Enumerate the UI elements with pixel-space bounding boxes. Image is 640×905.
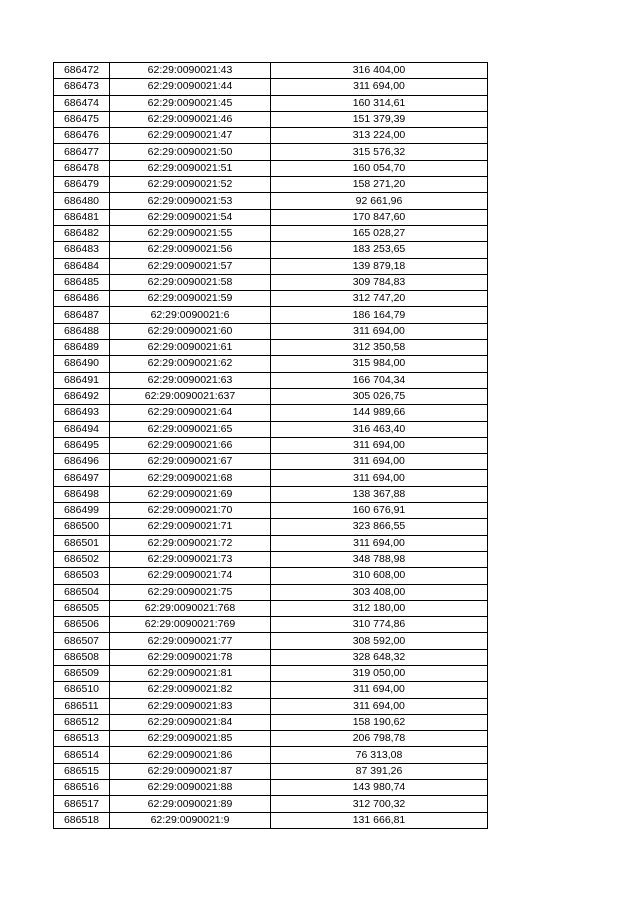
row-number-cell: 686483: [54, 242, 110, 258]
table-row: [54, 519, 488, 535]
value-cell: 144 989,66: [271, 405, 488, 421]
cadastral-number-cell: 62:29:0090021:72: [110, 535, 271, 551]
row-number-cell: 686485: [54, 274, 110, 290]
cadastral-number-cell: 62:29:0090021:58: [110, 274, 271, 290]
cadastral-number-cell: 62:29:0090021:78: [110, 649, 271, 665]
table-row: [54, 79, 488, 95]
cadastral-number-cell: 62:29:0090021:62: [110, 356, 271, 372]
table-row: [54, 454, 488, 470]
cadastral-number-cell: 62:29:0090021:43: [110, 63, 271, 79]
row-number-cell: 686475: [54, 111, 110, 127]
value-cell: 186 164,79: [271, 307, 488, 323]
cadastral-number-cell: 62:29:0090021:64: [110, 405, 271, 421]
cadastral-number-cell: 62:29:0090021:89: [110, 796, 271, 812]
value-cell: 170 847,60: [271, 209, 488, 225]
row-number-cell: 686508: [54, 649, 110, 665]
table-row: [54, 665, 488, 681]
row-number-cell: 686517: [54, 796, 110, 812]
row-number-cell: 686473: [54, 79, 110, 95]
row-number-cell: 686484: [54, 258, 110, 274]
value-cell: 313 224,00: [271, 128, 488, 144]
table-row: [54, 63, 488, 79]
cadastral-number-cell: 62:29:0090021:50: [110, 144, 271, 160]
cadastral-number-cell: 62:29:0090021:9: [110, 812, 271, 828]
row-number-cell: 686491: [54, 372, 110, 388]
value-cell: 316 463,40: [271, 421, 488, 437]
value-cell: 312 180,00: [271, 600, 488, 616]
data-table: [53, 62, 488, 829]
row-number-cell: 686506: [54, 617, 110, 633]
row-number-cell: 686504: [54, 584, 110, 600]
row-number-cell: 686492: [54, 388, 110, 404]
table-row: [54, 437, 488, 453]
cadastral-number-cell: 62:29:0090021:6: [110, 307, 271, 323]
value-cell: 160 054,70: [271, 160, 488, 176]
value-cell: 87 391,26: [271, 763, 488, 779]
cadastral-number-cell: 62:29:0090021:73: [110, 551, 271, 567]
value-cell: 160 314,61: [271, 95, 488, 111]
row-number-cell: 686489: [54, 340, 110, 356]
table-row: [54, 405, 488, 421]
cadastral-number-cell: 62:29:0090021:66: [110, 437, 271, 453]
cadastral-number-cell: 62:29:0090021:55: [110, 225, 271, 241]
cadastral-number-cell: 62:29:0090021:46: [110, 111, 271, 127]
cadastral-number-cell: 62:29:0090021:69: [110, 486, 271, 502]
table-row: [54, 503, 488, 519]
table-row: [54, 95, 488, 111]
table-row: [54, 633, 488, 649]
cadastral-number-cell: 62:29:0090021:88: [110, 780, 271, 796]
value-cell: 311 694,00: [271, 682, 488, 698]
table-row: [54, 698, 488, 714]
table-row: [54, 486, 488, 502]
cadastral-number-cell: 62:29:0090021:70: [110, 503, 271, 519]
value-cell: 131 666,81: [271, 812, 488, 828]
table-row: [54, 731, 488, 747]
table-row: [54, 780, 488, 796]
table-row: [54, 600, 488, 616]
value-cell: 316 404,00: [271, 63, 488, 79]
cadastral-number-cell: 62:29:0090021:67: [110, 454, 271, 470]
row-number-cell: 686487: [54, 307, 110, 323]
cadastral-number-cell: 62:29:0090021:87: [110, 763, 271, 779]
cadastral-number-cell: 62:29:0090021:68: [110, 470, 271, 486]
cadastral-number-cell: 62:29:0090021:81: [110, 665, 271, 681]
table-row: [54, 274, 488, 290]
row-number-cell: 686479: [54, 177, 110, 193]
row-number-cell: 686478: [54, 160, 110, 176]
row-number-cell: 686474: [54, 95, 110, 111]
value-cell: 323 866,55: [271, 519, 488, 535]
cadastral-number-cell: 62:29:0090021:56: [110, 242, 271, 258]
table-row: [54, 307, 488, 323]
value-cell: 311 694,00: [271, 698, 488, 714]
cadastral-number-cell: 62:29:0090021:768: [110, 600, 271, 616]
table-row: [54, 714, 488, 730]
value-cell: 143 980,74: [271, 780, 488, 796]
row-number-cell: 686477: [54, 144, 110, 160]
row-number-cell: 686498: [54, 486, 110, 502]
row-number-cell: 686507: [54, 633, 110, 649]
value-cell: 311 694,00: [271, 535, 488, 551]
cadastral-number-cell: 62:29:0090021:60: [110, 323, 271, 339]
cadastral-number-cell: 62:29:0090021:74: [110, 568, 271, 584]
value-cell: 311 694,00: [271, 470, 488, 486]
table-row: [54, 111, 488, 127]
row-number-cell: 686505: [54, 600, 110, 616]
value-cell: 151 379,39: [271, 111, 488, 127]
row-number-cell: 686481: [54, 209, 110, 225]
cadastral-number-cell: 62:29:0090021:65: [110, 421, 271, 437]
cadastral-number-cell: 62:29:0090021:61: [110, 340, 271, 356]
value-cell: 158 271,20: [271, 177, 488, 193]
table-row: [54, 258, 488, 274]
cadastral-number-cell: 62:29:0090021:54: [110, 209, 271, 225]
value-cell: 166 704,34: [271, 372, 488, 388]
value-cell: 303 408,00: [271, 584, 488, 600]
value-cell: 311 694,00: [271, 323, 488, 339]
cadastral-number-cell: 62:29:0090021:57: [110, 258, 271, 274]
row-number-cell: 686497: [54, 470, 110, 486]
value-cell: 206 798,78: [271, 731, 488, 747]
row-number-cell: 686500: [54, 519, 110, 535]
value-cell: 310 774,86: [271, 617, 488, 633]
row-number-cell: 686503: [54, 568, 110, 584]
value-cell: 319 050,00: [271, 665, 488, 681]
table-row: [54, 584, 488, 600]
cadastral-number-cell: 62:29:0090021:53: [110, 193, 271, 209]
table-row: [54, 160, 488, 176]
table-row: [54, 796, 488, 812]
table-row: [54, 356, 488, 372]
value-cell: 305 026,75: [271, 388, 488, 404]
cadastral-number-cell: 62:29:0090021:63: [110, 372, 271, 388]
value-cell: 183 253,65: [271, 242, 488, 258]
table-row: [54, 193, 488, 209]
table-row: [54, 242, 488, 258]
table-row: [54, 225, 488, 241]
row-number-cell: 686495: [54, 437, 110, 453]
cadastral-number-cell: 62:29:0090021:71: [110, 519, 271, 535]
table-row: [54, 340, 488, 356]
cadastral-number-cell: 62:29:0090021:44: [110, 79, 271, 95]
value-cell: 309 784,83: [271, 274, 488, 290]
row-number-cell: 686490: [54, 356, 110, 372]
value-cell: 311 694,00: [271, 454, 488, 470]
row-number-cell: 686482: [54, 225, 110, 241]
cadastral-number-cell: 62:29:0090021:47: [110, 128, 271, 144]
value-cell: 315 984,00: [271, 356, 488, 372]
row-number-cell: 686513: [54, 731, 110, 747]
value-cell: 165 028,27: [271, 225, 488, 241]
row-number-cell: 686488: [54, 323, 110, 339]
cadastral-number-cell: 62:29:0090021:769: [110, 617, 271, 633]
table-row: [54, 568, 488, 584]
data-table-body: [54, 63, 488, 829]
row-number-cell: 686518: [54, 812, 110, 828]
table-row: [54, 617, 488, 633]
table-row: [54, 388, 488, 404]
value-cell: 308 592,00: [271, 633, 488, 649]
row-number-cell: 686494: [54, 421, 110, 437]
table-row: [54, 291, 488, 307]
row-number-cell: 686486: [54, 291, 110, 307]
table-row: [54, 372, 488, 388]
table-row: [54, 812, 488, 828]
table-row: [54, 470, 488, 486]
cadastral-number-cell: 62:29:0090021:75: [110, 584, 271, 600]
row-number-cell: 686502: [54, 551, 110, 567]
row-number-cell: 686496: [54, 454, 110, 470]
value-cell: 328 648,32: [271, 649, 488, 665]
table-row: [54, 209, 488, 225]
table-row: [54, 323, 488, 339]
row-number-cell: 686493: [54, 405, 110, 421]
value-cell: 92 661,96: [271, 193, 488, 209]
value-cell: 138 367,88: [271, 486, 488, 502]
table-row: [54, 144, 488, 160]
row-number-cell: 686476: [54, 128, 110, 144]
cadastral-number-cell: 62:29:0090021:59: [110, 291, 271, 307]
row-number-cell: 686511: [54, 698, 110, 714]
value-cell: 312 747,20: [271, 291, 488, 307]
row-number-cell: 686480: [54, 193, 110, 209]
cadastral-number-cell: 62:29:0090021:84: [110, 714, 271, 730]
cadastral-number-cell: 62:29:0090021:82: [110, 682, 271, 698]
cadastral-number-cell: 62:29:0090021:86: [110, 747, 271, 763]
cadastral-number-cell: 62:29:0090021:52: [110, 177, 271, 193]
cadastral-number-cell: 62:29:0090021:51: [110, 160, 271, 176]
value-cell: 311 694,00: [271, 79, 488, 95]
value-cell: 311 694,00: [271, 437, 488, 453]
row-number-cell: 686510: [54, 682, 110, 698]
cadastral-number-cell: 62:29:0090021:637: [110, 388, 271, 404]
row-number-cell: 686501: [54, 535, 110, 551]
row-number-cell: 686512: [54, 714, 110, 730]
row-number-cell: 686499: [54, 503, 110, 519]
cadastral-number-cell: 62:29:0090021:85: [110, 731, 271, 747]
table-row: [54, 177, 488, 193]
value-cell: 310 608,00: [271, 568, 488, 584]
table-row: [54, 535, 488, 551]
value-cell: 315 576,32: [271, 144, 488, 160]
table-row: [54, 682, 488, 698]
row-number-cell: 686514: [54, 747, 110, 763]
cadastral-number-cell: 62:29:0090021:83: [110, 698, 271, 714]
table-row: [54, 551, 488, 567]
row-number-cell: 686516: [54, 780, 110, 796]
table-row: [54, 747, 488, 763]
value-cell: 76 313,08: [271, 747, 488, 763]
cadastral-number-cell: 62:29:0090021:45: [110, 95, 271, 111]
row-number-cell: 686509: [54, 665, 110, 681]
value-cell: 139 879,18: [271, 258, 488, 274]
table-row: [54, 763, 488, 779]
table-row: [54, 421, 488, 437]
value-cell: 160 676,91: [271, 503, 488, 519]
table-row: [54, 128, 488, 144]
cadastral-number-cell: 62:29:0090021:77: [110, 633, 271, 649]
row-number-cell: 686515: [54, 763, 110, 779]
value-cell: 158 190,62: [271, 714, 488, 730]
value-cell: 348 788,98: [271, 551, 488, 567]
table-row: [54, 649, 488, 665]
row-number-cell: 686472: [54, 63, 110, 79]
value-cell: 312 700,32: [271, 796, 488, 812]
value-cell: 312 350,58: [271, 340, 488, 356]
